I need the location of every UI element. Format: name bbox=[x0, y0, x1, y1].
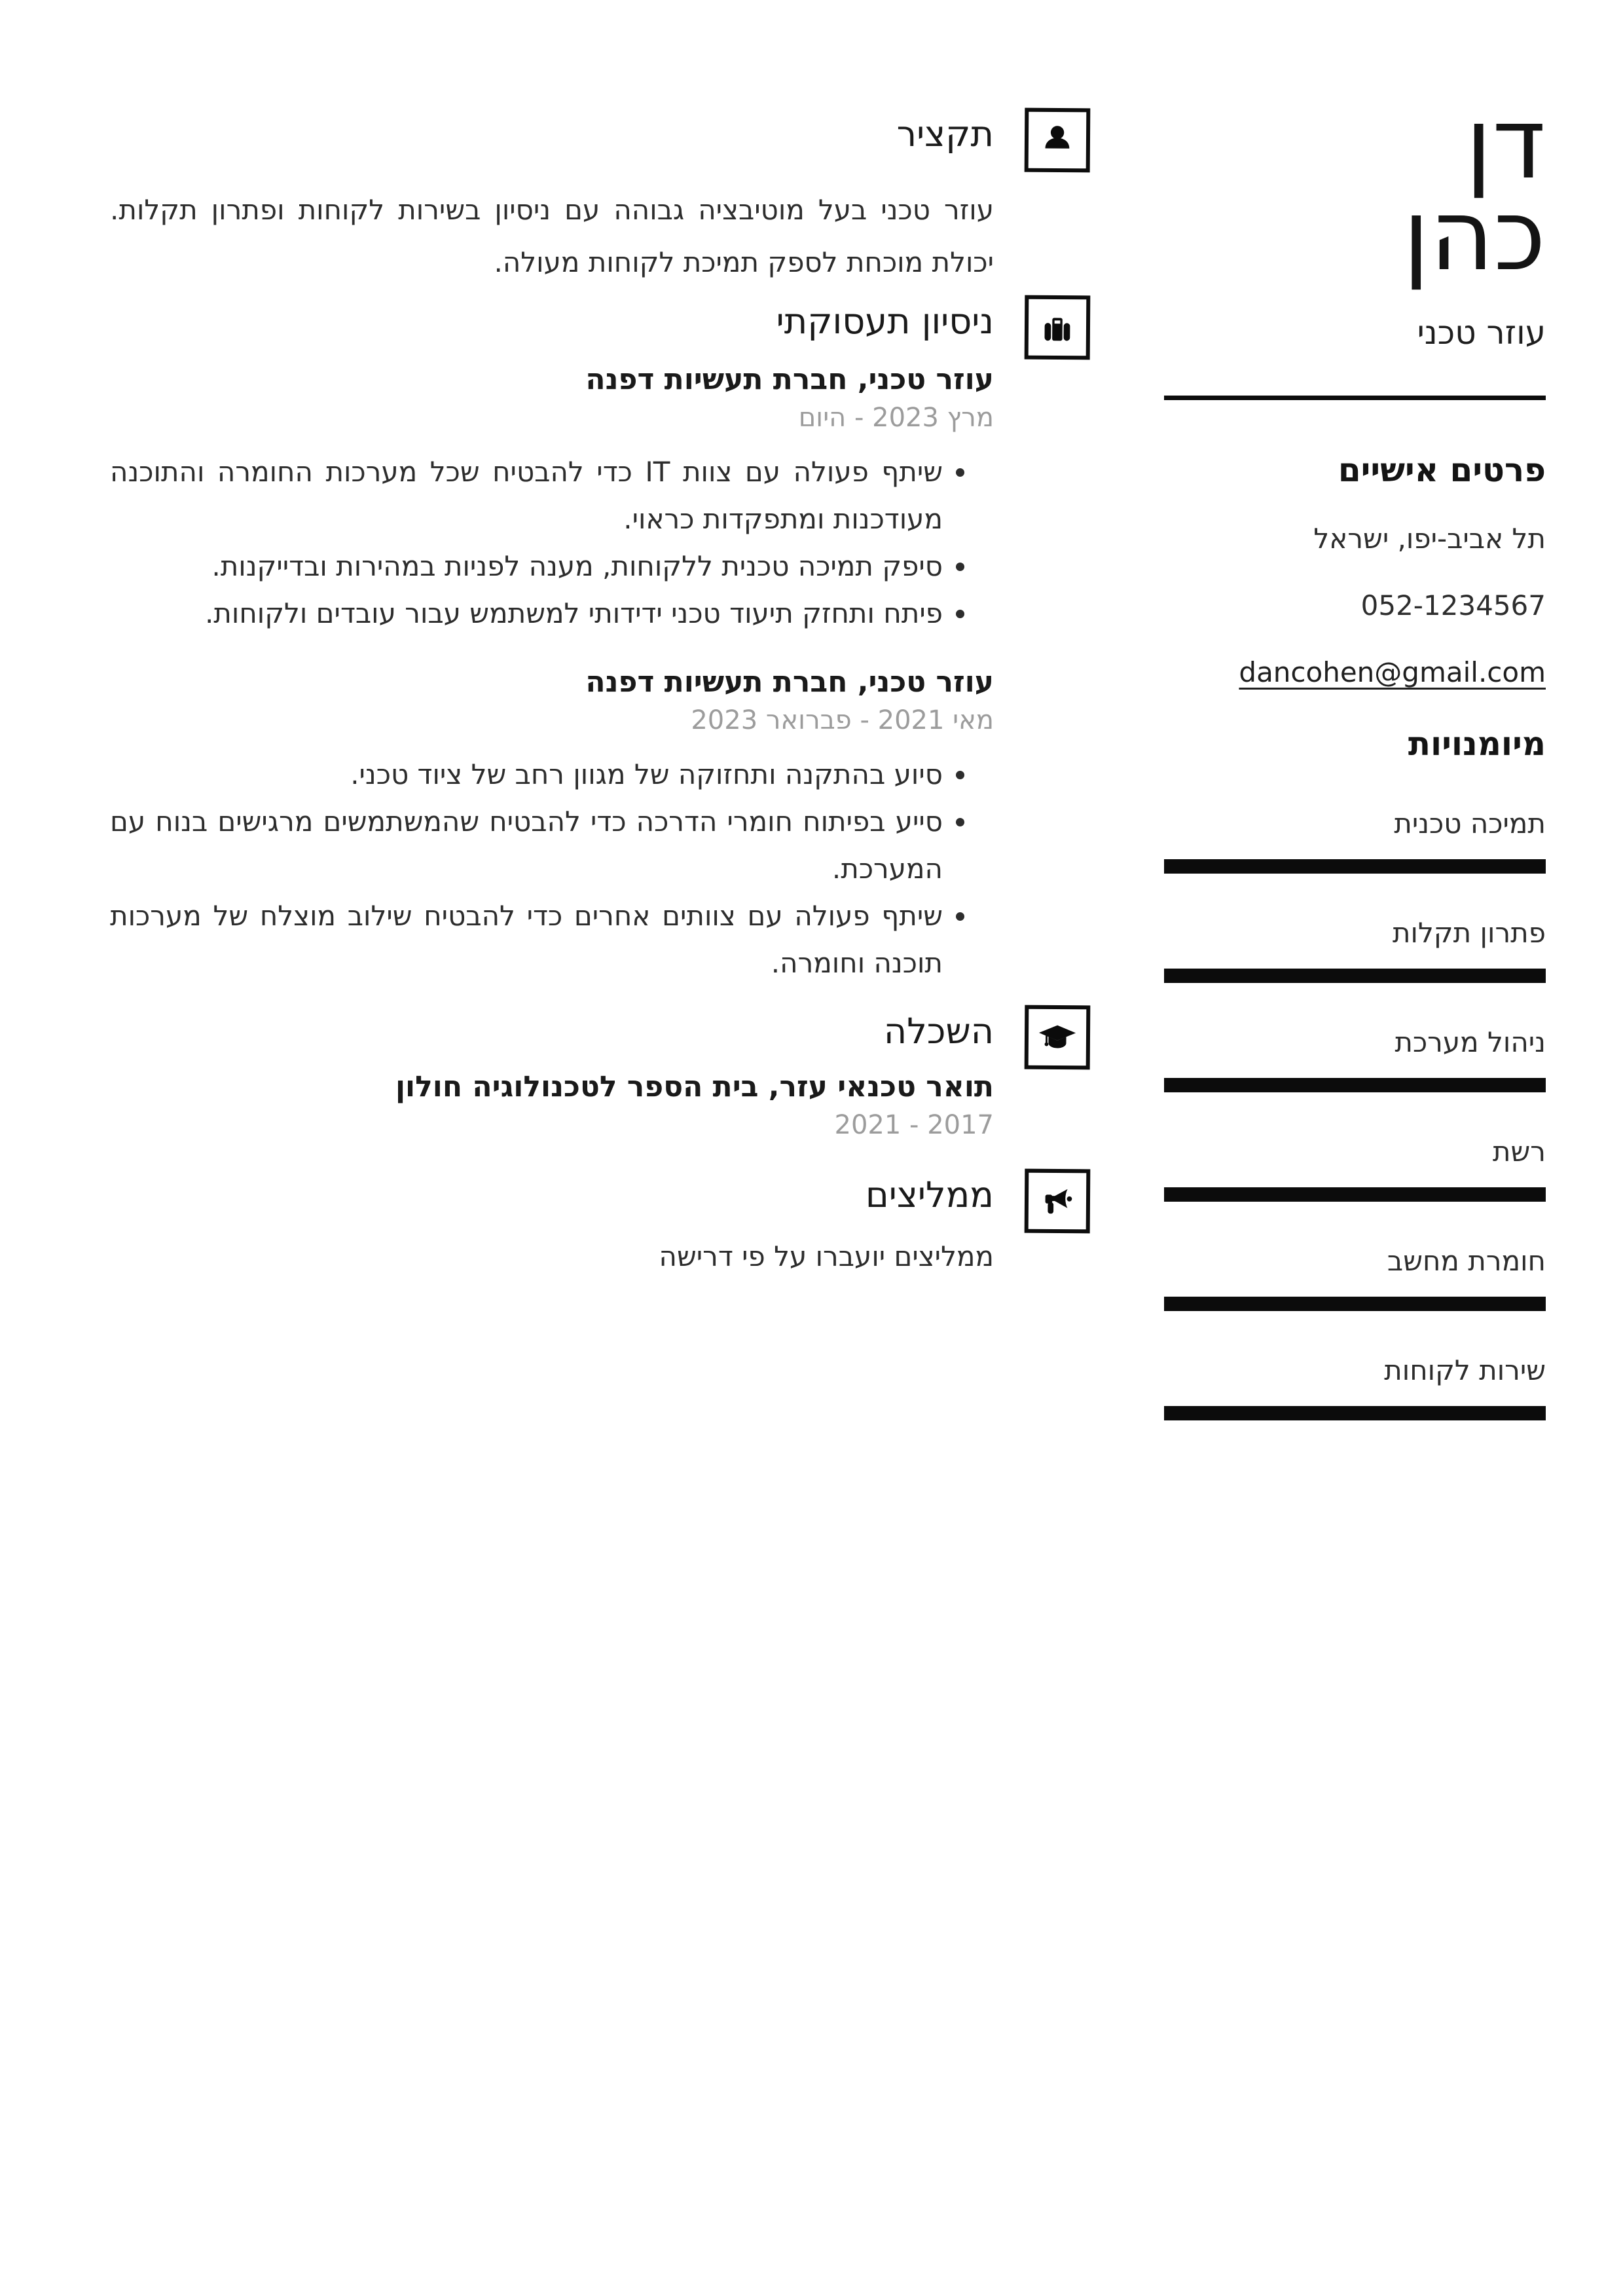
email-link[interactable]: dancohen@gmail.com bbox=[1239, 656, 1546, 688]
section-experience bbox=[110, 295, 1090, 987]
skill-label: שירות לקוחות bbox=[1384, 1354, 1546, 1386]
name-last: כהן bbox=[1402, 179, 1546, 293]
references-body bbox=[110, 1169, 994, 1304]
skills-title: מיומנויות bbox=[1408, 725, 1546, 763]
phone-text: 052-1234567 bbox=[1360, 589, 1546, 621]
job-bullet: • סיוע בהתקנה ותחזוקה של מגוון רחב של ציוד טכני. bbox=[110, 751, 943, 798]
job-bullet: • שיתף פעולה עם צוות IT כדי להבטיח שכל מערכות החומרה והתוכנה מעודכנות ומתפקדות כראוי. bbox=[110, 449, 943, 543]
education-title: השכלה bbox=[883, 1010, 994, 1052]
name-first: דן bbox=[1465, 87, 1546, 201]
section-summary bbox=[110, 108, 1090, 289]
section-education bbox=[110, 1005, 1090, 1141]
skill-label: תמיכה טכנית bbox=[1394, 807, 1546, 840]
main-column bbox=[110, 108, 1090, 1304]
skill-item bbox=[1164, 807, 1546, 874]
job-bullets bbox=[110, 449, 994, 637]
megaphone-icon bbox=[1025, 1169, 1091, 1234]
job-title: עוזר טכני, חברת תעשיות דפנה bbox=[585, 665, 994, 699]
degree-title: תואר טכנאי עזר, בית הספר לטכנולוגיה חולון bbox=[395, 1070, 994, 1103]
job-entry bbox=[110, 361, 994, 637]
job-period: מרץ 2023 - היום bbox=[798, 403, 994, 433]
sidebar bbox=[1164, 87, 1546, 1420]
skill-item bbox=[1164, 1026, 1546, 1092]
person-icon bbox=[1025, 108, 1091, 173]
job-period: מאי 2021 - פברואר 2023 bbox=[691, 705, 994, 735]
briefcase-icon bbox=[1025, 295, 1091, 360]
skill-item bbox=[1164, 1354, 1546, 1420]
candidate-job-title: עוזר טכני bbox=[1417, 314, 1546, 352]
summary-body bbox=[110, 108, 994, 289]
candidate-name bbox=[1164, 87, 1546, 293]
skill-item bbox=[1164, 1135, 1546, 1202]
education-period: 2017 - 2021 bbox=[834, 1110, 994, 1140]
skill-bar bbox=[1164, 859, 1546, 874]
skill-bar bbox=[1164, 1187, 1546, 1202]
references-text: ממליצים יועברו על פי דרישה bbox=[659, 1240, 994, 1272]
job-bullet: • סייע בפיתוח חומרי הדרכה כדי להבטיח שהמשתמשים מרגישים בנוח עם המערכת. bbox=[110, 798, 943, 893]
references-title: ממליצים bbox=[865, 1174, 994, 1215]
job-bullet: • שיתף פעולה עם צוותים אחרים כדי להבטיח שילוב מוצלח של מערכות תוכנה וחומרה. bbox=[110, 893, 943, 987]
job-bullet: • סיפק תמיכה טכנית ללקוחות, מענה לפניות במהירות ובדייקנות. bbox=[110, 543, 943, 590]
skill-label: רשת bbox=[1492, 1136, 1546, 1168]
skill-item bbox=[1164, 916, 1546, 983]
sidebar-divider bbox=[1164, 396, 1546, 400]
job-bullets bbox=[110, 751, 994, 987]
skill-item bbox=[1164, 1244, 1546, 1311]
skill-label: פתרון תקלות bbox=[1392, 917, 1546, 949]
skill-bar bbox=[1164, 1297, 1546, 1311]
experience-title: ניסיון תעסוקתי bbox=[776, 301, 994, 342]
location-text: תל אביב-יפו, ישראל bbox=[1313, 523, 1546, 555]
job-bullet: • פיתח ותחזק תיעוד טכני ידידותי למשתמש עבור עובדים ולקוחות. bbox=[110, 590, 943, 637]
summary-text: עוזר טכני בעל מוטיבציה גבוהה עם ניסיון בשירות לקוחות ופתרון תקלות. יכולת מוכחת לספק תמיכת לקוחות מעולה. bbox=[110, 194, 994, 278]
graduation-cap-icon bbox=[1025, 1005, 1091, 1070]
summary-title: תקציר bbox=[896, 113, 994, 155]
education-body bbox=[110, 1005, 994, 1141]
email-row bbox=[1164, 654, 1546, 691]
skill-label: ניהול מערכת bbox=[1395, 1026, 1546, 1058]
skill-bar bbox=[1164, 969, 1546, 983]
section-references bbox=[110, 1169, 1090, 1304]
job-entry bbox=[110, 663, 994, 987]
skill-bar bbox=[1164, 1078, 1546, 1092]
experience-body bbox=[110, 295, 994, 987]
skill-bar bbox=[1164, 1406, 1546, 1420]
job-title: עוזר טכני, חברת תעשיות דפנה bbox=[585, 363, 994, 396]
skill-label: חומרת מחשב bbox=[1387, 1245, 1546, 1277]
personal-details-title: פרטים אישיים bbox=[1338, 451, 1546, 489]
